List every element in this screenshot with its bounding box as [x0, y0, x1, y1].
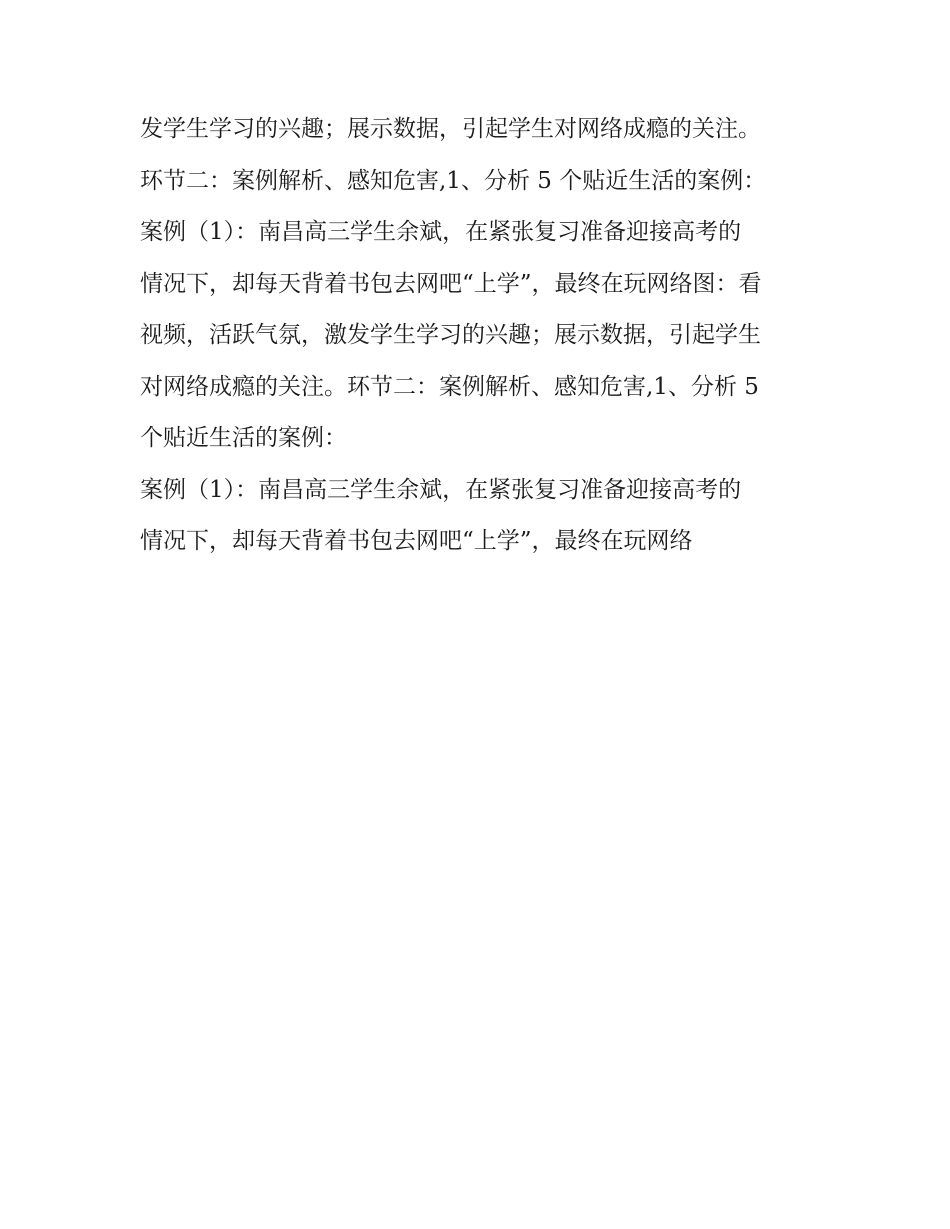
text-line: 环节二：案例解析、感知危害,1、分析 5 个贴近生活的案例： [140, 167, 767, 194]
text-line: 案例（1）：南昌高三学生余斌，在紧张复习准备迎接高考的 [140, 476, 742, 503]
body-text [140, 104, 820, 568]
text-line: 个贴近生活的案例： [140, 425, 347, 451]
text-line: 视频，活跃气氛，激发学生学习的兴趣；展示数据，引起学生 [140, 322, 761, 348]
text-line: 案例（1）：南昌高三学生余斌，在紧张复习准备迎接高考的 [140, 219, 742, 245]
text-line: 情况下，却每天背着书包去网吧“上学”，最终在玩网络 [140, 528, 693, 554]
text-line: 对网络成瘾的关注。环节二：案例解析、感知危害,1、分析 5 [140, 373, 759, 400]
text-line: 发学生学习的兴趣；展示数据，引起学生对网络成瘾的关注。 [140, 116, 761, 142]
text-line: 情况下，却每天背着书包去网吧“上学”，最终在玩网络图：看 [140, 270, 762, 297]
